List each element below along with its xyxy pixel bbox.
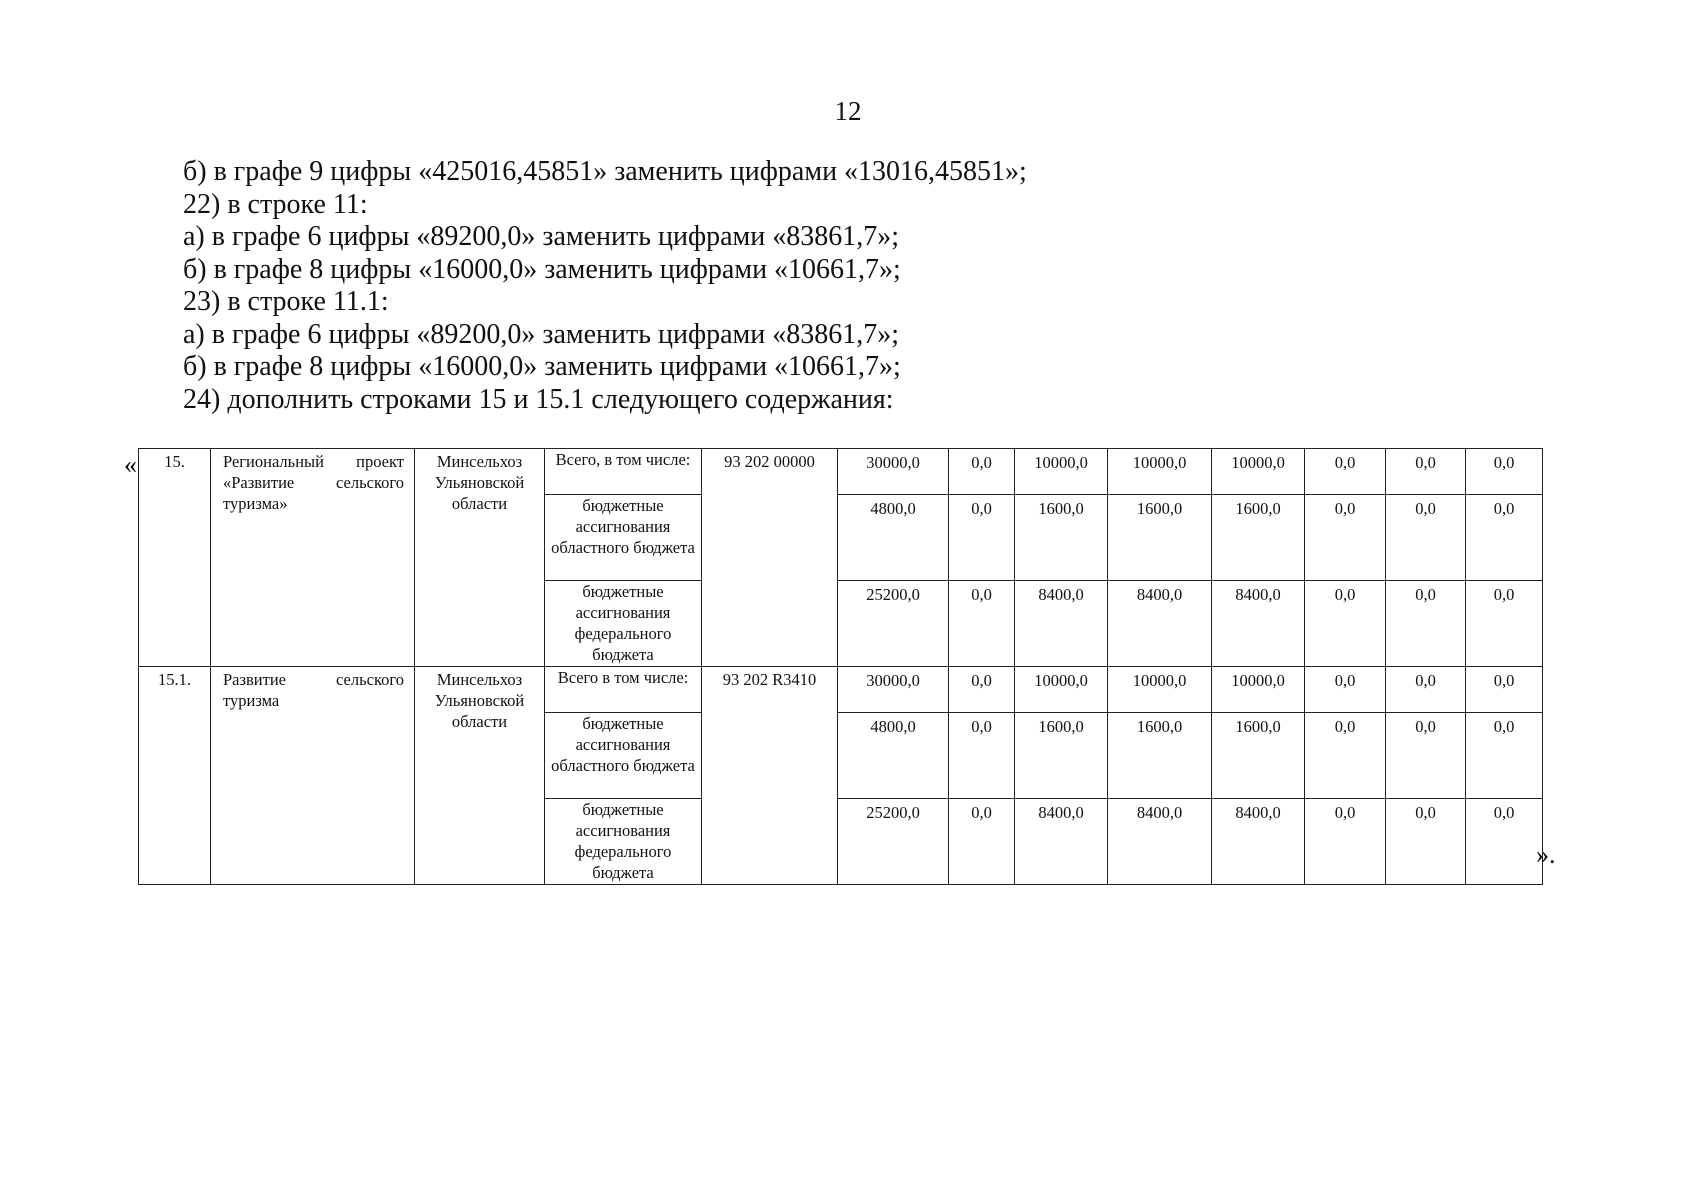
value-cell: 0,0 [949, 581, 1015, 667]
value-cell: 0,0 [1466, 449, 1543, 495]
value-cell: 0,0 [1386, 581, 1466, 667]
amendment-line: 23) в строке 11.1: [183, 286, 389, 317]
value-cell: 0,0 [1466, 495, 1543, 581]
value-cell: 0,0 [1305, 799, 1386, 885]
value-cell: 1600,0 [1212, 713, 1305, 799]
funding-source: бюджетные ассигнования областного бюджета [545, 713, 702, 799]
budget-code: 93 202 00000 [702, 449, 838, 667]
amendment-line: а) в графе 6 цифры «89200,0» заменить цифрами «83861,7»; [183, 318, 900, 350]
value-cell: 8400,0 [1212, 799, 1305, 885]
value-cell: 10000,0 [1212, 449, 1305, 495]
value-cell: 30000,0 [838, 449, 949, 495]
value-cell: 0,0 [1305, 581, 1386, 667]
value-cell: 0,0 [949, 449, 1015, 495]
amendment-line: б) в графе 9 цифры «425016,45851» заменить цифрами «13016,45851»; [183, 156, 1027, 187]
opening-quote: « [124, 450, 137, 479]
funding-source: бюджетные ассигнования федерального бюджета [545, 799, 702, 885]
amendment-list [183, 156, 1483, 416]
value-cell: 0,0 [1466, 667, 1543, 713]
value-cell: 0,0 [1466, 713, 1543, 799]
funding-source: Всего в том числе: [545, 667, 702, 713]
value-cell: 1600,0 [1015, 495, 1108, 581]
value-cell: 0,0 [1466, 799, 1543, 885]
value-cell: 8400,0 [1015, 581, 1108, 667]
value-cell: 0,0 [1386, 449, 1466, 495]
value-cell: 0,0 [1386, 495, 1466, 581]
page-number: 12 [834, 96, 862, 126]
value-cell: 10000,0 [1015, 667, 1108, 713]
budget-code: 93 202 R3410 [702, 667, 838, 885]
value-cell: 10000,0 [1108, 449, 1212, 495]
row-number: 15.1. [139, 667, 211, 885]
value-cell: 8400,0 [1212, 581, 1305, 667]
value-cell: 10000,0 [1108, 667, 1212, 713]
value-cell: 4800,0 [838, 495, 949, 581]
funding-source: Всего, в том числе: [545, 449, 702, 495]
project-name: Региональный проект «Развитие сельского туризма» [211, 449, 415, 667]
value-cell: 30000,0 [838, 667, 949, 713]
value-cell: 1600,0 [1212, 495, 1305, 581]
value-cell: 0,0 [949, 495, 1015, 581]
value-cell: 8400,0 [1108, 799, 1212, 885]
value-cell: 25200,0 [838, 799, 949, 885]
value-cell: 1600,0 [1108, 495, 1212, 581]
closing-quote: ». [1536, 840, 1556, 869]
value-cell: 0,0 [1305, 713, 1386, 799]
row-number: 15. [139, 449, 211, 667]
value-cell: 0,0 [1386, 799, 1466, 885]
value-cell: 8400,0 [1108, 581, 1212, 667]
table-row [139, 667, 1543, 713]
amendment-line: 24) дополнить строками 15 и 15.1 следующего содержания: [183, 383, 894, 415]
amendment-line: 22) в строке 11: [183, 188, 368, 220]
project-name: Развитие сельского туризма [211, 667, 415, 885]
value-cell: 0,0 [1466, 581, 1543, 667]
amendment-line: а) в графе 6 цифры «89200,0» заменить цифрами «83861,7»; [183, 221, 900, 252]
value-cell: 0,0 [949, 799, 1015, 885]
value-cell: 0,0 [1305, 449, 1386, 495]
value-cell: 10000,0 [1212, 667, 1305, 713]
amendment-line: б) в графе 8 цифры «16000,0» заменить цифрами «10661,7»; [183, 351, 901, 382]
value-cell: 0,0 [1386, 667, 1466, 713]
value-cell: 8400,0 [1015, 799, 1108, 885]
amendment-line: б) в графе 8 цифры «16000,0» заменить цифрами «10661,7»; [183, 253, 901, 285]
table-row [139, 449, 1543, 495]
responsible-org: Минсельхоз Ульяновской области [415, 449, 545, 667]
value-cell: 0,0 [949, 667, 1015, 713]
funding-source: бюджетные ассигнования федерального бюджета [545, 581, 702, 667]
value-cell: 0,0 [1305, 495, 1386, 581]
value-cell: 0,0 [1305, 667, 1386, 713]
responsible-org: Минсельхоз Ульяновской области [415, 667, 545, 885]
value-cell: 25200,0 [838, 581, 949, 667]
value-cell: 1600,0 [1015, 713, 1108, 799]
value-cell: 0,0 [1386, 713, 1466, 799]
value-cell: 4800,0 [838, 713, 949, 799]
value-cell: 1600,0 [1108, 713, 1212, 799]
value-cell: 0,0 [949, 713, 1015, 799]
budget-table [138, 448, 1543, 885]
funding-source: бюджетные ассигнования областного бюджета [545, 495, 702, 581]
value-cell: 10000,0 [1015, 449, 1108, 495]
